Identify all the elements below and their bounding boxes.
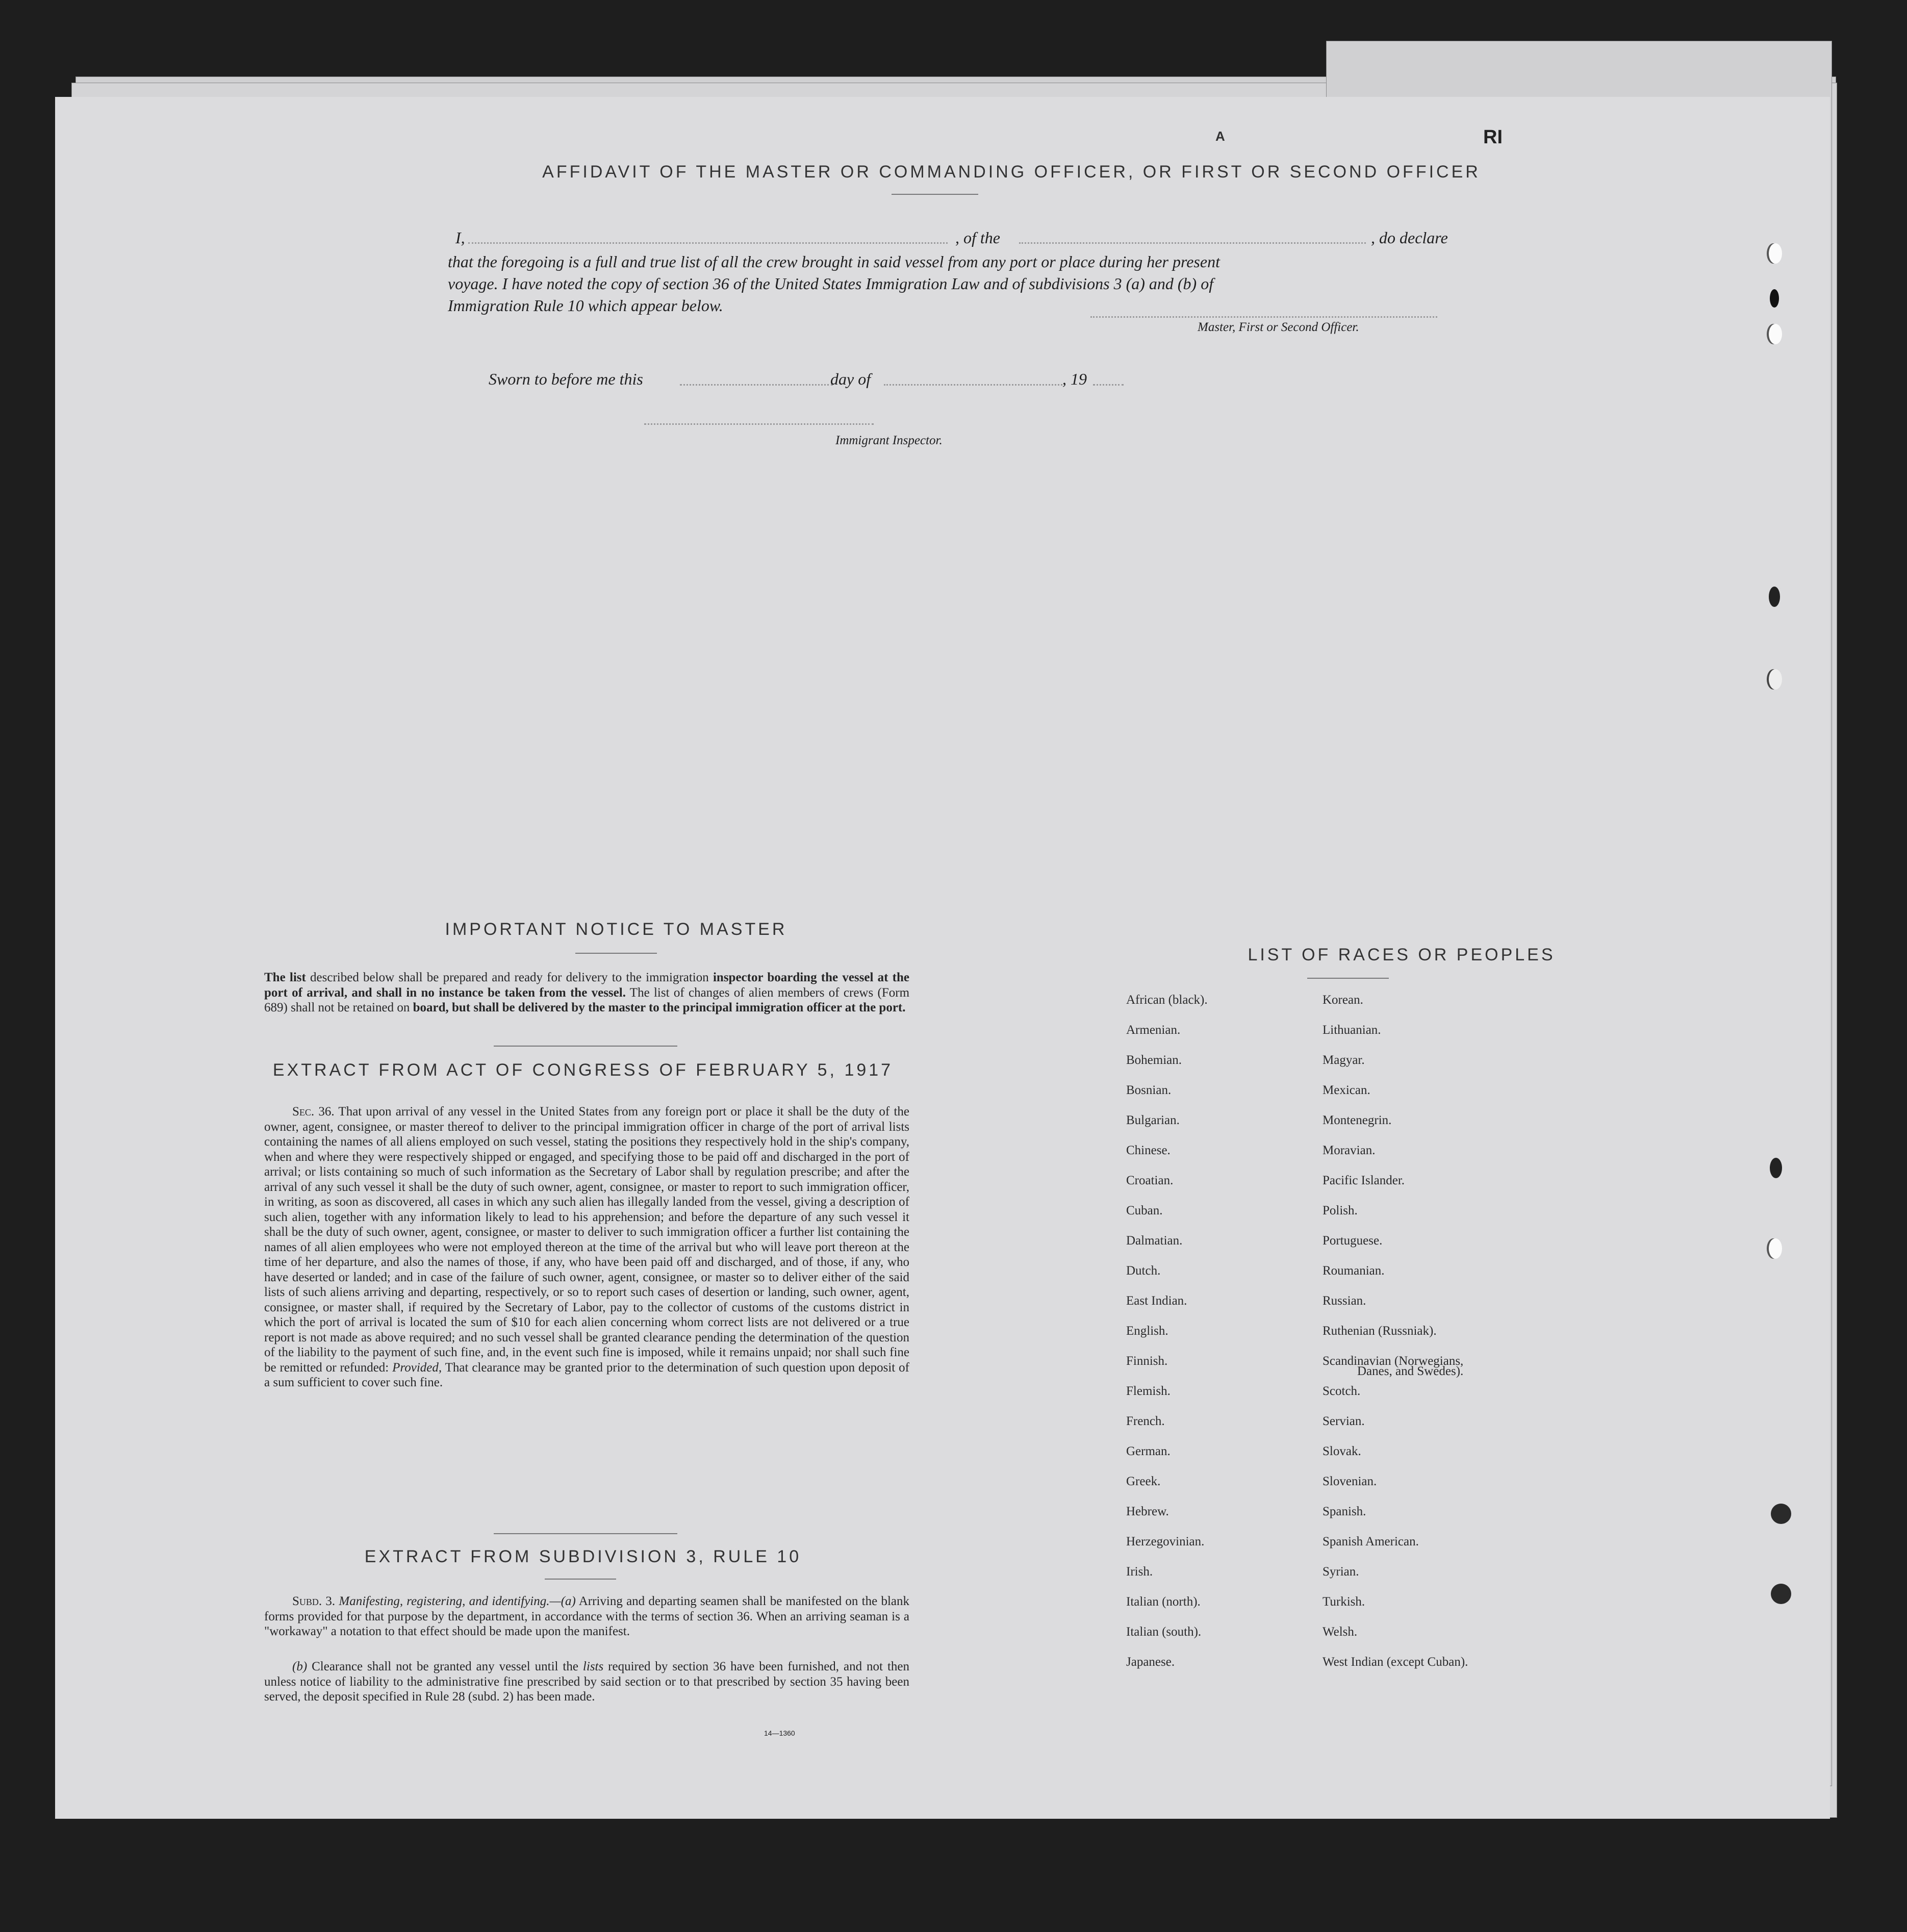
race-left-item: Armenian. xyxy=(1126,1023,1181,1037)
rule-para-a-text: Arriving and departing seamen shall be manifested on the blank forms provided for that purpose by the department, in accordance with the terms of section 36. When an arriving seaman is a "workaway" a notation to that effect should be made upon the manifest. xyxy=(264,1594,909,1638)
punch-hole xyxy=(1770,289,1779,308)
blank-name-line xyxy=(468,242,948,244)
race-left-item: Hebrew. xyxy=(1126,1505,1169,1518)
race-scandinavian-continued: Danes, and Swedes). xyxy=(1357,1364,1464,1378)
sworn-day: day of xyxy=(830,370,871,388)
race-right-item: West Indian (except Cuban). xyxy=(1323,1655,1468,1669)
races-title-rule xyxy=(1307,978,1389,979)
rule-subd-label: Subd. 3. xyxy=(292,1594,336,1608)
sworn-date-line xyxy=(680,384,833,386)
race-right-item: Scotch. xyxy=(1323,1384,1361,1398)
punch-hole xyxy=(1769,1238,1782,1259)
notice-end-rule xyxy=(494,1046,677,1047)
race-left-item: Dalmatian. xyxy=(1126,1234,1183,1248)
rule-para-b-lists: lists xyxy=(582,1660,604,1673)
sworn-prefix: Sworn to before me this xyxy=(489,370,643,388)
race-right-item: Roumanian. xyxy=(1323,1264,1385,1278)
race-right-item: Russian. xyxy=(1323,1294,1366,1308)
corner-mark-ri: RI xyxy=(1483,126,1503,148)
notice-bold-2: inspector boarding the vessel at the port of arrival, and shall in no instance be taken from the vessel. xyxy=(264,971,909,1000)
rule-title-rule xyxy=(545,1579,616,1580)
race-left-item: Bohemian. xyxy=(1126,1053,1182,1067)
signature-line xyxy=(1090,316,1437,318)
notice-title: IMPORTANT NOTICE TO MASTER xyxy=(445,920,787,939)
act-provided: Provided, xyxy=(392,1360,442,1375)
race-left-item: German. xyxy=(1126,1444,1171,1458)
affidavit-line-2: voyage. I have noted the copy of section 36 of the United States Immigration Law and of subdivisions 3 (a) and (b) of xyxy=(448,274,1214,293)
race-right-item: Slovenian. xyxy=(1323,1475,1377,1488)
race-right-item: Portuguese. xyxy=(1323,1234,1383,1248)
race-left-item: Cuban. xyxy=(1126,1204,1163,1217)
affidavit-title: AFFIDAVIT OF THE MASTER OR COMMANDING OFFICER, OR FIRST OR SECOND OFFICER xyxy=(542,162,1481,182)
affidavit-title-rule xyxy=(892,194,978,195)
notice-text-2: The list of changes of alien members of crews (Form 689) shall not be retained on xyxy=(264,985,910,1014)
race-left-item: Bulgarian. xyxy=(1126,1113,1180,1127)
race-left-item: French. xyxy=(1126,1414,1165,1428)
rule-title: EXTRACT FROM SUBDIVISION 3, RULE 10 xyxy=(364,1547,802,1566)
races-title: LIST OF RACES OR PEOPLES xyxy=(1248,945,1556,964)
affidavit-line-1: that the foregoing is a full and true list of all the crew brought in said vessel from any port or place during her present xyxy=(448,252,1220,271)
race-right-item: Scandinavian (Norwegians, xyxy=(1323,1354,1464,1368)
race-left-item: Bosnian. xyxy=(1126,1083,1172,1097)
rule-para-b-label: (b) xyxy=(292,1660,308,1673)
race-left-item: Finnish. xyxy=(1126,1354,1168,1368)
punch-hole xyxy=(1771,1504,1791,1524)
punch-hole xyxy=(1769,243,1782,264)
notice-bold-3: board, but shall be delivered by the master to the principal immigration officer at the port. xyxy=(413,1001,906,1014)
race-right-item: Turkish. xyxy=(1323,1595,1365,1609)
race-right-item: Welsh. xyxy=(1323,1625,1358,1639)
act-end-rule xyxy=(494,1533,677,1534)
race-right-item: Polish. xyxy=(1323,1204,1358,1217)
race-right-item: Syrian. xyxy=(1323,1565,1359,1579)
race-right-item: Mexican. xyxy=(1323,1083,1370,1097)
sworn-year-line xyxy=(1093,384,1124,386)
race-left-item: Dutch. xyxy=(1126,1264,1161,1278)
form-number: 14—1360 xyxy=(764,1729,795,1737)
declare-do: , do declare xyxy=(1371,228,1448,247)
punch-hole xyxy=(1769,669,1782,690)
act-title: EXTRACT FROM ACT OF CONGRESS OF FEBRUARY 5, 1917 xyxy=(272,1060,894,1080)
rule-para-b-start: Clearance shall not be granted any vessel until the xyxy=(312,1660,578,1673)
declare-i: I, xyxy=(455,228,465,247)
race-left-item: English. xyxy=(1126,1324,1168,1338)
race-left-item: Croatian. xyxy=(1126,1174,1174,1187)
notice-text-1: described below shall be prepared and ready for delivery to the immigration xyxy=(306,971,713,984)
race-left-item: East Indian. xyxy=(1126,1294,1187,1308)
race-left-item: Japanese. xyxy=(1126,1655,1175,1669)
race-left-item: Herzegovinian. xyxy=(1126,1535,1205,1548)
notice-bold-1: The list xyxy=(264,971,306,984)
punch-hole xyxy=(1770,1158,1782,1178)
notice-title-rule xyxy=(575,953,657,954)
rule-para-a xyxy=(264,1594,909,1639)
race-left-item: Irish. xyxy=(1126,1565,1153,1579)
rule-para-b xyxy=(264,1659,909,1705)
rule-para-b-end: required by section 36 have been furnished, and not then unless notice of liability to the administrative fine prescribed by said section or to that prescribed by section 35 having been served, the deposit specified in Rule 28 (subd. 2) has been made. xyxy=(264,1660,909,1704)
blank-vessel-line xyxy=(1019,242,1366,244)
act-body-end: That clearance may be granted prior to the determination of such question upon deposit of a sum sufficient to cover such fine. xyxy=(264,1360,909,1389)
notice-body xyxy=(264,970,909,1015)
signature-caption: Master, First or Second Officer. xyxy=(1198,320,1359,334)
document-page xyxy=(55,97,1830,1819)
race-right-item: Korean. xyxy=(1323,993,1363,1007)
act-sec-label: Sec. 36. xyxy=(292,1105,335,1118)
rule-subd-heading: Manifesting, registering, and identifying.—(a) xyxy=(339,1594,576,1608)
punch-hole xyxy=(1769,587,1780,607)
inspector-caption: Immigrant Inspector. xyxy=(835,434,943,447)
race-right-item: Slovak. xyxy=(1323,1444,1361,1458)
declare-of-the: , of the xyxy=(955,228,1000,247)
affidavit-line-3: Immigration Rule 10 which appear below. xyxy=(448,296,723,315)
punch-hole xyxy=(1771,1584,1791,1604)
race-right-item: Spanish. xyxy=(1323,1505,1366,1518)
act-body-text: That upon arrival of any vessel in the United States from any foreign port or place it shall be the duty of the owner, agent, consignee, or master thereof to deliver to the principal immigration officer in charge of the port of arrival lists containing the names of all aliens employed on such vessel, stating the positions they respectively hold in the ship's company, when and where they were respectively shipped or engaged, and specifying those to be paid off and discharged in the port of arrival; or lists containing so much of such information as the Secretary of Labor shall by regulation prescribe; and after the arrival of any such vessel it shall be the duty of such owner, agent, consignee, or master to report to such immigration officer, in writing, as soon as discovered, all cases in which any such alien has illegally landed from the vessel, giving a description of such alien, together with any information likely to lead to his apprehension; and before the departure of any such vessel it shall be the duty of such owner, agent, consignee, or master to deliver to such immigration officer a further list containing the names of all alien employees who were not employed thereon at the time of the arrival but who will leave port thereon at the time of her departure, and also the names of those, if any, who have been paid off and discharged, and of those, if any, who have deserted or landed; and in case of the failure of such owner, agent, consignee, or master so to deliver either of the said lists of such aliens arriving and departing, respectively, or so to report such cases of desertion or landing, such owner, agent, consignee, or master shall, if required by the Secretary of Labor, pay to the collector of customs of the customs district in which the port of arrival is located the sum of $10 for each alien concerning whom correct lists are not delivered or a true report is not made as above required; and no such vessel shall be granted clearance pending the determination of the question of the liability to the payment of such fine, and, in the event such fine is imposed, while it remains unpaid; nor shall such fine be remitted or refunded: xyxy=(264,1105,909,1375)
race-right-item: Moravian. xyxy=(1323,1143,1376,1157)
race-right-item: Spanish American. xyxy=(1323,1535,1419,1548)
race-left-item: Italian (north). xyxy=(1126,1595,1201,1609)
inspector-line xyxy=(644,423,874,425)
race-left-item: Chinese. xyxy=(1126,1143,1171,1157)
race-right-item: Ruthenian (Russniak). xyxy=(1323,1324,1437,1338)
sworn-year: , 19 xyxy=(1062,370,1087,388)
race-left-item: Greek. xyxy=(1126,1475,1161,1488)
race-left-item: African (black). xyxy=(1126,993,1208,1007)
race-right-item: Lithuanian. xyxy=(1323,1023,1381,1037)
race-left-item: Flemish. xyxy=(1126,1384,1171,1398)
act-body xyxy=(264,1104,909,1390)
punch-hole xyxy=(1769,324,1782,344)
race-right-item: Montenegrin. xyxy=(1323,1113,1392,1127)
corner-mark-a: A xyxy=(1215,129,1225,144)
race-right-item: Servian. xyxy=(1323,1414,1365,1428)
race-right-item: Pacific Islander. xyxy=(1323,1174,1405,1187)
race-right-item: Magyar. xyxy=(1323,1053,1365,1067)
sworn-month-line xyxy=(884,384,1062,386)
race-left-item: Italian (south). xyxy=(1126,1625,1202,1639)
